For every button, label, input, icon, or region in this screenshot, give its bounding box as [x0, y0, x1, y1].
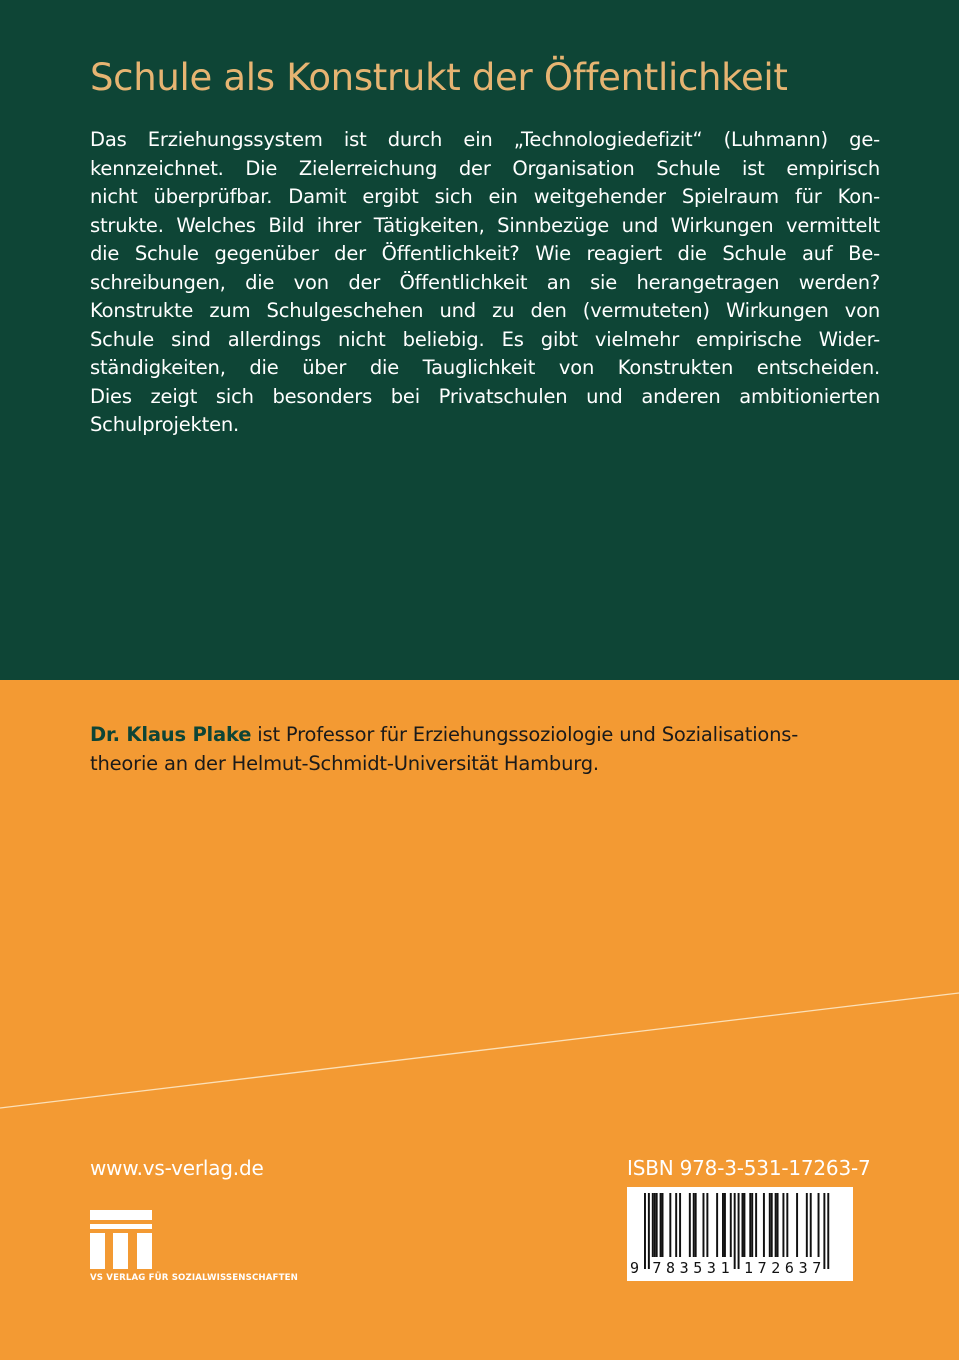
- blurb-line: schreibungen, die von der Öffentlichkeit an sie herangetragen werden?: [90, 270, 880, 294]
- barcode-bar: [669, 1193, 671, 1257]
- barcode-bar: [775, 1193, 777, 1257]
- blurb-line: Schulprojekten.: [90, 413, 240, 436]
- barcode: [627, 1187, 853, 1281]
- barcode-bar: [703, 1193, 705, 1257]
- author-bio-line: theorie an der Helmut-Schmidt-Universität Hamburg.: [90, 751, 599, 775]
- author-name: Dr. Klaus Plake: [90, 723, 252, 746]
- barcode-digit: 8: [666, 1259, 676, 1277]
- barcode-bar: [656, 1193, 658, 1257]
- barcode-bar: [693, 1193, 695, 1257]
- barcode-bar: [796, 1193, 798, 1257]
- barcode-digits: [627, 1257, 853, 1279]
- blurb-line: ständigkeiten, die über die Tauglichkeit von Konstrukten entscheiden.: [90, 356, 880, 379]
- barcode-digit: 7: [757, 1259, 767, 1277]
- blurb-line: Dies zeigt sich besonders bei Privatschulen und anderen ambitionierten: [90, 384, 880, 408]
- barcode-bar: [743, 1193, 745, 1257]
- barcode-bar: [751, 1193, 753, 1257]
- barcode-bar: [763, 1193, 765, 1257]
- barcode-bar: [755, 1193, 757, 1257]
- blurb-line: die Schule gegenüber der Öffentlichkeit? Wie reagiert die Schule auf Be-: [90, 242, 880, 265]
- blurb-line: kennzeichnet. Die Zielerreichung der Organisation Schule ist empirisch: [90, 156, 880, 180]
- barcode-bar: [679, 1193, 681, 1257]
- barcode-bar: [654, 1193, 656, 1257]
- isbn-text: ISBN 978-3-531-17263-7: [627, 1156, 871, 1180]
- barcode-bar: [730, 1193, 732, 1257]
- barcode-digit: 1: [720, 1259, 730, 1277]
- barcode-digit: 3: [706, 1259, 716, 1277]
- publisher-logo-text: VS VERLAG FÜR SOZIALWISSENSCHAFTEN: [90, 1273, 298, 1283]
- barcode-bar: [722, 1193, 724, 1257]
- blurb-line: nicht überprüfbar. Damit ergibt sich ein weitgehender Spielraum für Kon-: [90, 185, 880, 208]
- book-title: Schule als Konstrukt der Öffentlichkeit: [90, 56, 788, 99]
- author-bio-text: ist Professor für Erziehungssoziologie und Sozialisations-: [251, 723, 799, 746]
- barcode-bar: [675, 1193, 677, 1257]
- barcode-bar: [716, 1193, 718, 1257]
- barcode-digit: 3: [679, 1259, 689, 1277]
- barcode-bar: [652, 1193, 654, 1257]
- barcode-bar: [706, 1193, 708, 1257]
- barcode-bar: [662, 1193, 664, 1257]
- barcode-bar: [777, 1193, 779, 1257]
- blurb-line: Konstrukte zum Schulgeschehen und zu den (vermuteten) Wirkungen von: [90, 299, 880, 322]
- barcode-bar: [818, 1193, 820, 1257]
- barcode-bar: [695, 1193, 697, 1257]
- blurb-line: Schule sind allerdings nicht beliebig. Es gibt vielmehr empirische Wider-: [90, 327, 880, 351]
- barcode-bar: [749, 1193, 751, 1257]
- barcode-bar: [769, 1193, 771, 1257]
- barcode-digit: 7: [812, 1259, 822, 1277]
- barcode-bar: [724, 1193, 726, 1257]
- barcode-bar: [742, 1193, 744, 1257]
- diagonal-line: [0, 993, 959, 1108]
- blurb-line: strukte. Welches Bild ihrer Tätigkeiten, Sinnbezüge und Wirkungen vermittelt: [90, 213, 880, 237]
- barcode-digit: 7: [652, 1259, 662, 1277]
- barcode-digit: 1: [744, 1259, 754, 1277]
- barcode-digit: 3: [798, 1259, 808, 1277]
- blurb-line: Das Erziehungssystem ist durch ein „Technologiedefizit“ (Luhmann) ge-: [90, 128, 880, 151]
- barcode-bar: [689, 1193, 691, 1257]
- publisher-website: www.vs-verlag.de: [90, 1156, 264, 1180]
- barcode-digit: 2: [771, 1259, 781, 1277]
- barcode-digit: 9: [630, 1259, 640, 1277]
- barcode-digit: 5: [693, 1259, 703, 1277]
- barcode-bar: [806, 1193, 808, 1257]
- barcode-bar: [660, 1193, 662, 1257]
- barcode-bar: [782, 1193, 784, 1257]
- vs-verlag-logo-icon: [90, 1210, 152, 1270]
- barcode-bar: [810, 1193, 812, 1257]
- barcode-bar: [786, 1193, 788, 1257]
- barcode-digit: 6: [784, 1259, 794, 1277]
- barcode-bar: [771, 1193, 773, 1257]
